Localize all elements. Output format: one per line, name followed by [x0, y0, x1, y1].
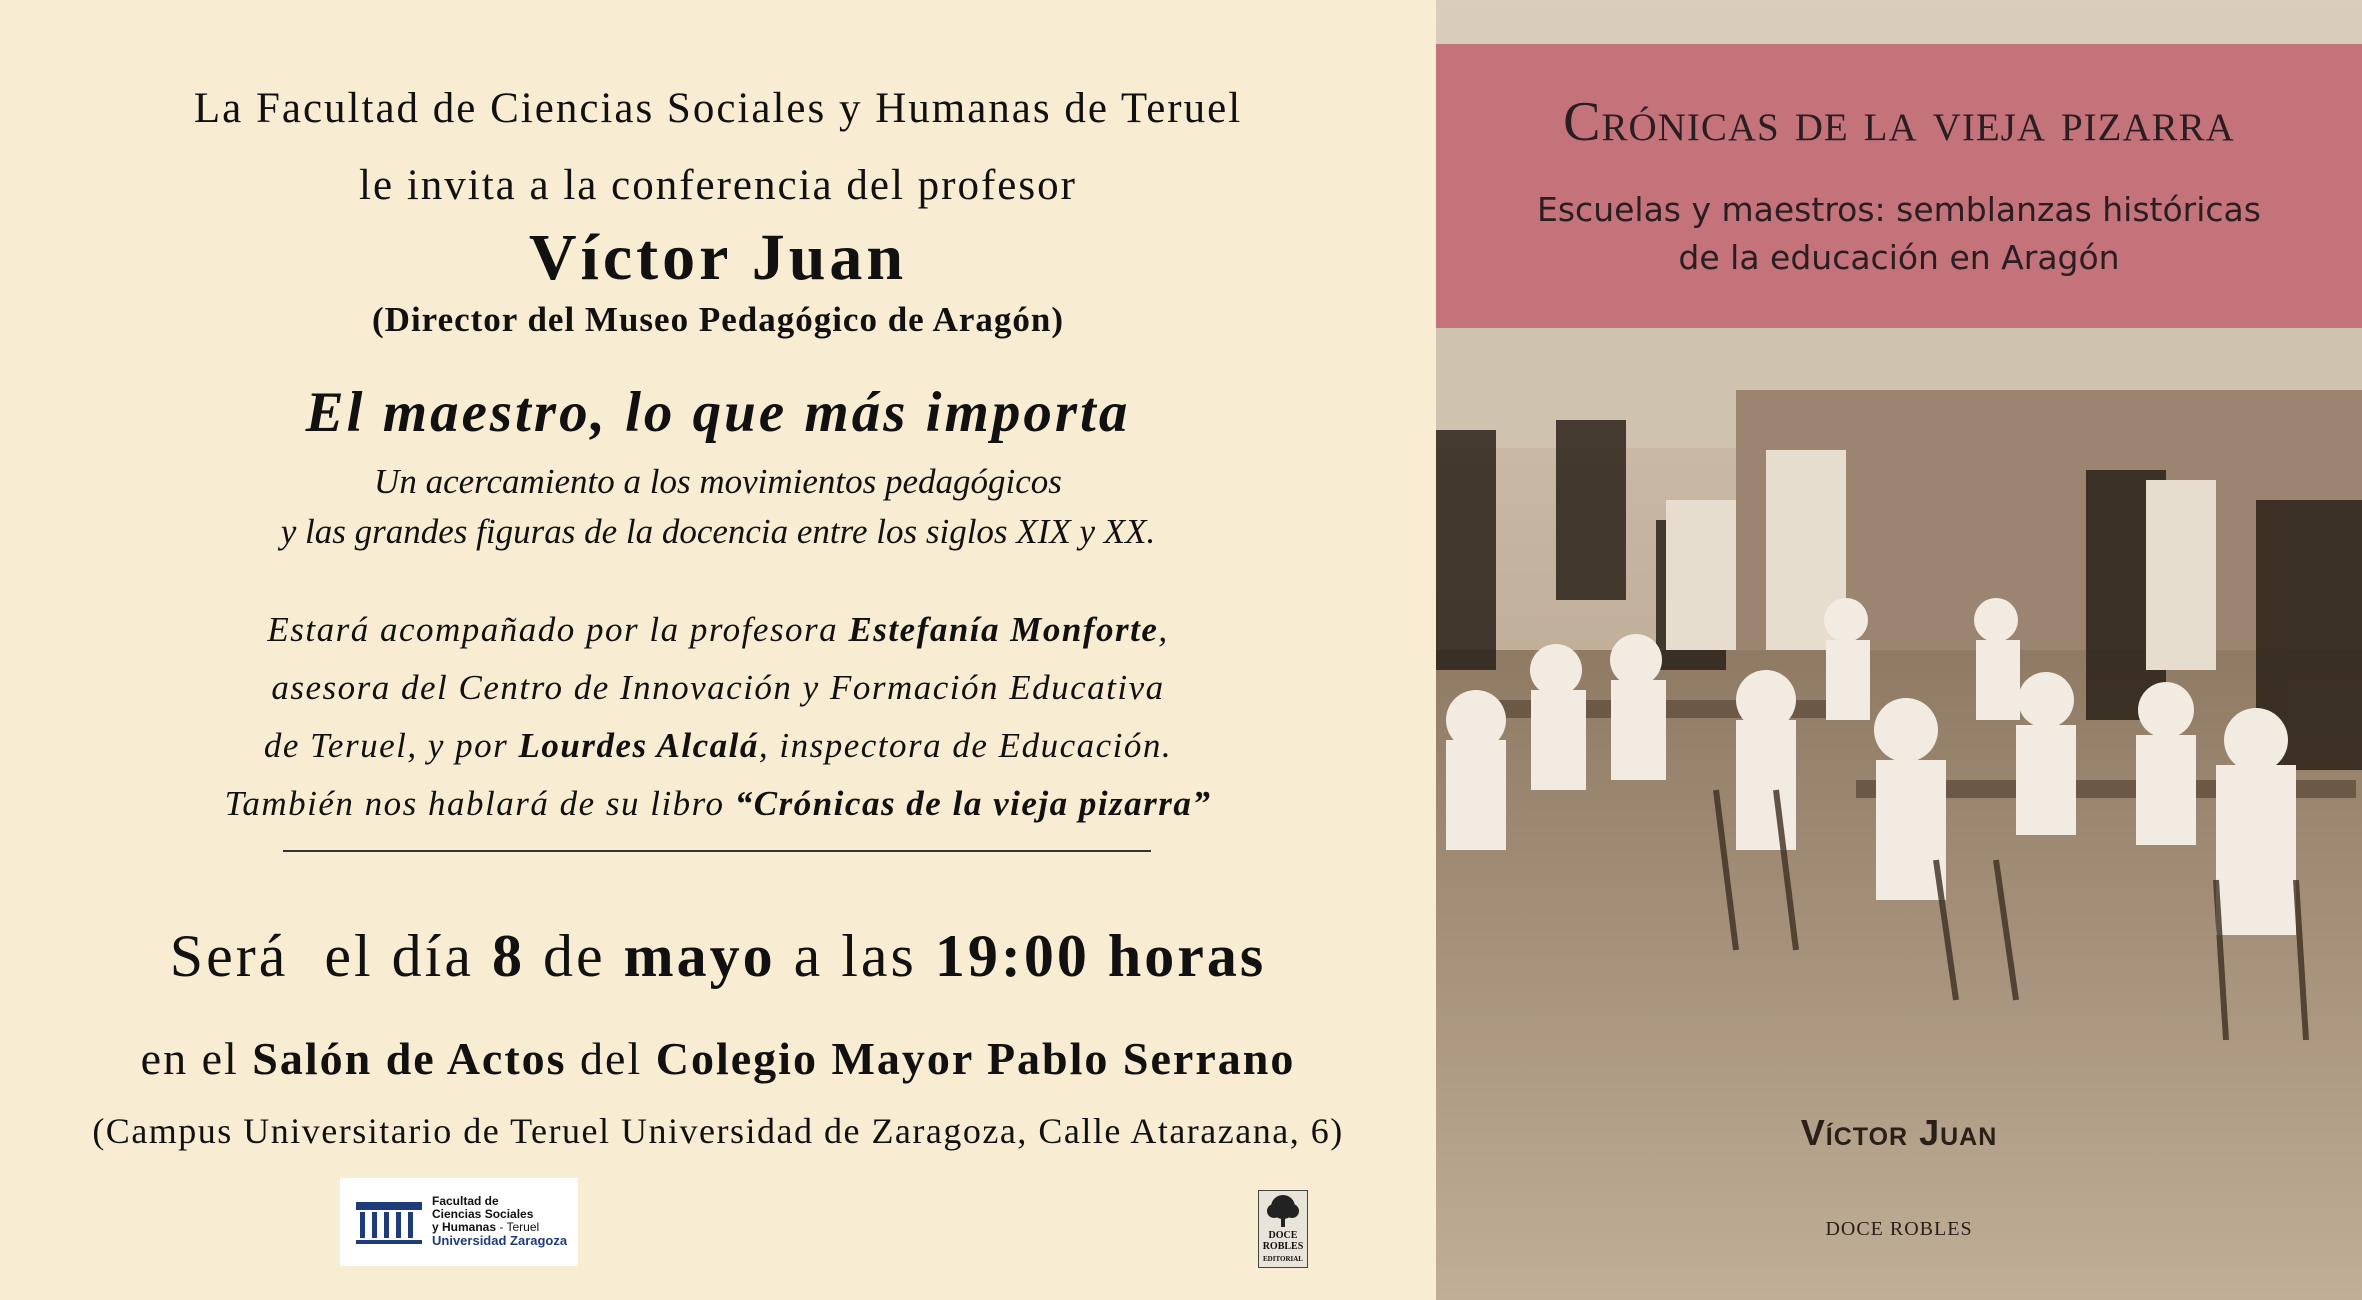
text: Estará acompañado por la profesora [267, 610, 849, 649]
book-subtitle-1: Escuelas y maestros: semblanzas históricas [1537, 190, 2261, 229]
publisher-logo-line-2: ROBLES [1262, 1241, 1304, 1252]
event-address: (Campus Universitario de Teruel Universidad de Zaragoza, Calle Atarazana, 6) [92, 1111, 1344, 1151]
room: Salón de Actos [252, 1033, 567, 1084]
building-icon [354, 1198, 424, 1246]
text: Crónicas de la vieja pizarra [1563, 91, 2235, 153]
event-date [0, 922, 1436, 991]
host-line: La Facultad de Ciencias Sociales y Humanas de Teruel [193, 85, 1243, 132]
publisher-logo-line-1: DOCE [1268, 1230, 1298, 1241]
logo-line-2: Ciencias Sociales [432, 1207, 534, 1221]
text: Será el día [169, 923, 492, 989]
book-title [1436, 90, 2362, 154]
text: - Teruel [496, 1220, 540, 1234]
speaker-role: (Director del Museo Pedagógico de Aragón) [372, 300, 1064, 339]
text: de [524, 923, 624, 989]
text: del [566, 1033, 656, 1084]
day: 8 [491, 923, 525, 989]
accompanied-line-2: asesora del Centro de Innovación y Formación Educativa [271, 668, 1165, 707]
title-band [1436, 44, 2362, 328]
publisher-logo-line-3: EDITORIAL [1263, 1255, 1303, 1263]
book-publisher: DOCE ROBLES [1825, 1218, 1973, 1240]
accompanied-line-4 [0, 784, 1436, 824]
text: a las [775, 923, 935, 989]
event-venue [0, 1032, 1436, 1085]
logo-line-1: Facultad de [432, 1194, 499, 1208]
faculty-logo [340, 1178, 578, 1266]
publisher-logo [1258, 1190, 1308, 1268]
talk-title: El maestro, lo que más importa [305, 381, 1131, 444]
book-cover [1436, 0, 2362, 1300]
text: También nos hablará de su libro [224, 784, 735, 823]
month: mayo [623, 923, 776, 989]
book-subtitle-2: de la educación en Aragón [1678, 238, 2120, 277]
time: 19:00 horas [934, 923, 1267, 989]
building: Colegio Mayor Pablo Serrano [655, 1033, 1296, 1084]
text: , inspectora de Educación. [758, 726, 1173, 765]
accompanied-line-1 [0, 610, 1436, 650]
logo-line-4: Universidad Zaragoza [432, 1233, 568, 1248]
text: y Humanas [432, 1220, 497, 1234]
text: , [1158, 610, 1169, 649]
talk-subtitle-1: Un acercamiento a los movimientos pedagógicos [374, 462, 1062, 501]
text: de Teruel, y por [263, 726, 519, 765]
talk-subtitle-2: y las grandes figuras de la docencia entre los siglos XIX y XX. [280, 512, 1156, 551]
text: Víctor Juan [1800, 1112, 1998, 1153]
guest-name-2: Lourdes Alcalá [518, 726, 759, 765]
speaker-name: Víctor Juan [528, 221, 908, 294]
text: en el [140, 1033, 253, 1084]
guest-name-1: Estefanía Monforte [848, 610, 1159, 649]
book-author [1436, 1112, 2362, 1154]
book-mention: “Crónicas de la vieja pizarra” [734, 784, 1212, 823]
tree-icon [1259, 1193, 1307, 1231]
accompanied-line-3 [0, 726, 1436, 766]
invite-line: le invita a la conferencia del profesor [359, 162, 1077, 209]
divider [283, 850, 1151, 852]
